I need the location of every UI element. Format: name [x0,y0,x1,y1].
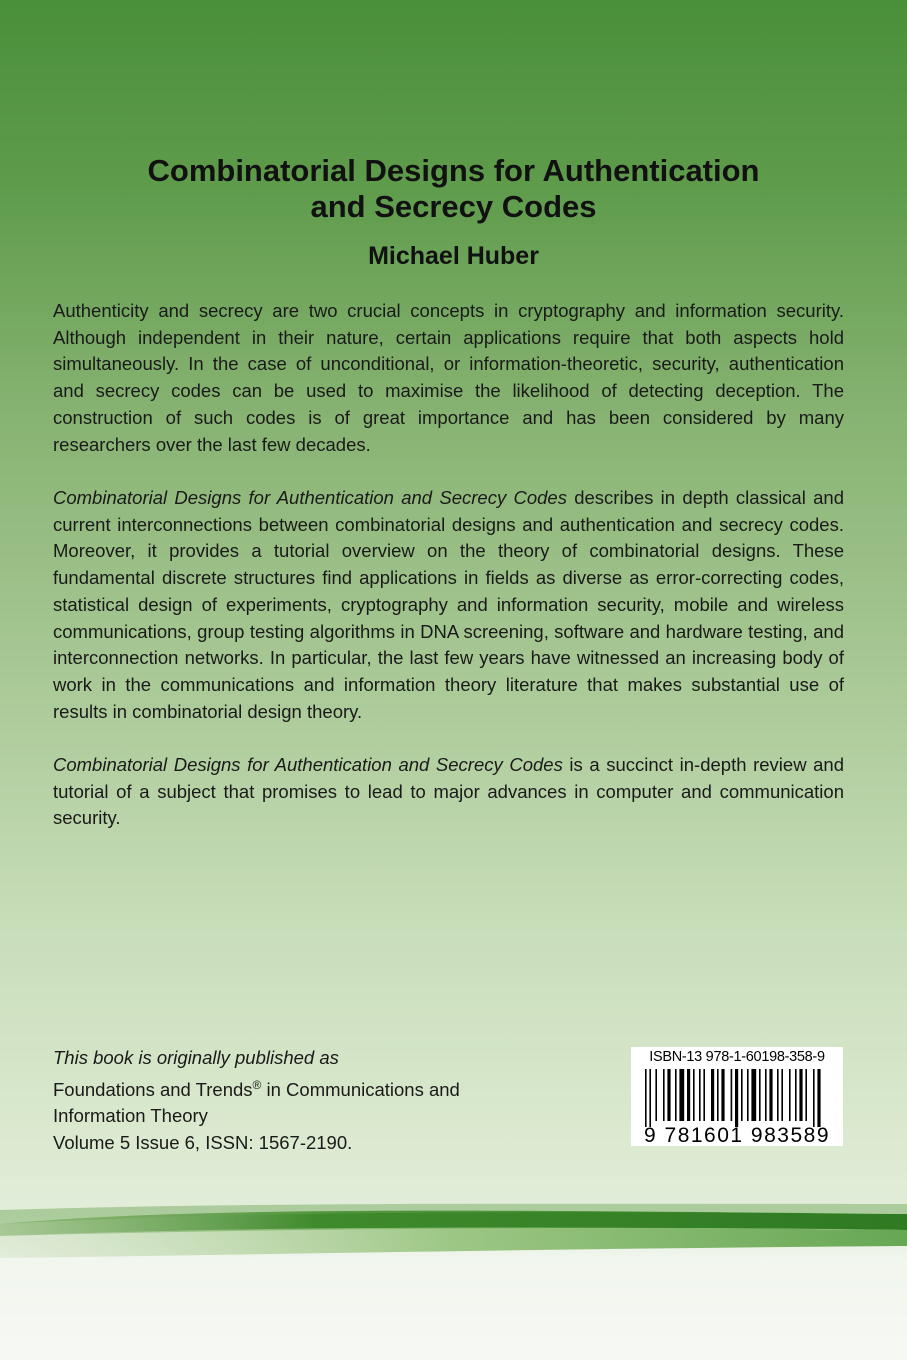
barcode-bar [693,1069,695,1121]
barcode-bar [675,1069,677,1121]
barcode-bar [731,1069,733,1121]
barcode-bar [711,1069,714,1121]
isbn-barcode [631,1047,843,1146]
barcode-bar [817,1069,820,1127]
barcode-bar [649,1069,651,1127]
book-title-italic: Combinatorial Designs for Authentication and Secrecy Codes [53,754,563,775]
barcode-bar [747,1069,749,1121]
paragraph-3-text: is a succinct in-depth review and tutorial of a subject that promises to lead to major advances in computer and communication security. [53,754,845,829]
book-title [0,153,907,225]
barcode-bar [717,1069,719,1121]
barcode-bar [741,1069,743,1121]
barcode-bar [813,1069,815,1127]
barcode-bar [769,1069,772,1121]
barcode-bar [667,1069,670,1121]
barcode-bar [663,1069,665,1121]
barcode-bar [765,1069,767,1121]
blurb-paragraph-1: Authenticity and secrecy are two crucial concepts in cryptography and information security. Although independent in their nature, certain applications require that both aspects hold simultaneously. In the case of unconditional, or information-theoretic, security, authentication and secrecy codes can be used to maximise the likelihood of detecting deception. The construction of such codes is of great importance and has been considered by many researchers over the last few decades. [53,300,844,455]
publication-info [53,1045,573,1156]
barcode-bar [789,1069,791,1121]
barcode-bars-icon [631,1067,843,1127]
registered-mark: ® [252,1077,262,1092]
barcode-bar [795,1069,797,1121]
barcode-bar [777,1069,779,1121]
blurb-paragraph-2 [53,485,844,725]
barcode-bar [645,1069,647,1127]
publication-intro: This book is originally published as [53,1047,339,1068]
barcode-bar [759,1069,761,1121]
blurb-paragraph-3 [53,752,844,832]
barcode-bar [703,1069,705,1121]
barcode-bar [699,1069,701,1121]
publication-series [53,1072,573,1104]
series-name: Foundations and Trends [53,1078,253,1100]
book-title-italic: Combinatorial Designs for Authentication and Secrecy Codes [53,487,567,508]
title-line-1: Combinatorial Designs for Authentication [147,153,760,188]
publication-series-line2: Information Theory [53,1105,208,1127]
paragraph-2-text: describes in depth classical and current interconnections between combinatorial designs and authentication and secrecy codes. Moreover, it provides a tutorial overview on the theory of combinatorial designs. These fundamental discrete structures find applications in fields as diverse as error-correcting codes, statistical design of experiments, cryptography and information security, mobile and wireless communications, group testing algorithms in DNA screening, software and hardware testing, and interconnection networks. In particular, the last few years have witnessed an increasing body of work in the communications and information theory literature that makes substantial use of results in combinatorial design theory. [53,487,844,722]
barcode-bar [781,1069,783,1121]
title-line-2: and Secrecy Codes [310,189,597,224]
barcode-bar [751,1069,756,1121]
isbn-label: ISBN-13 978-1-60198-358-9 [649,1049,825,1065]
barcode-bar [805,1069,807,1121]
barcode-bar [799,1069,802,1121]
author-name: Michael Huber [368,242,539,270]
barcode-bar [679,1069,684,1121]
publication-volume: Volume 5 Issue 6, ISSN: 1567-2190. [53,1131,353,1153]
barcode-bar [687,1069,690,1121]
barcode-digits: 9 781601 983589 [644,1124,830,1147]
decorative-swoosh [0,1196,907,1276]
series-name-rest: in Communications and [261,1078,460,1100]
barcode-bar [735,1069,738,1127]
barcode-bar [655,1069,657,1121]
barcode-bar [721,1069,724,1121]
